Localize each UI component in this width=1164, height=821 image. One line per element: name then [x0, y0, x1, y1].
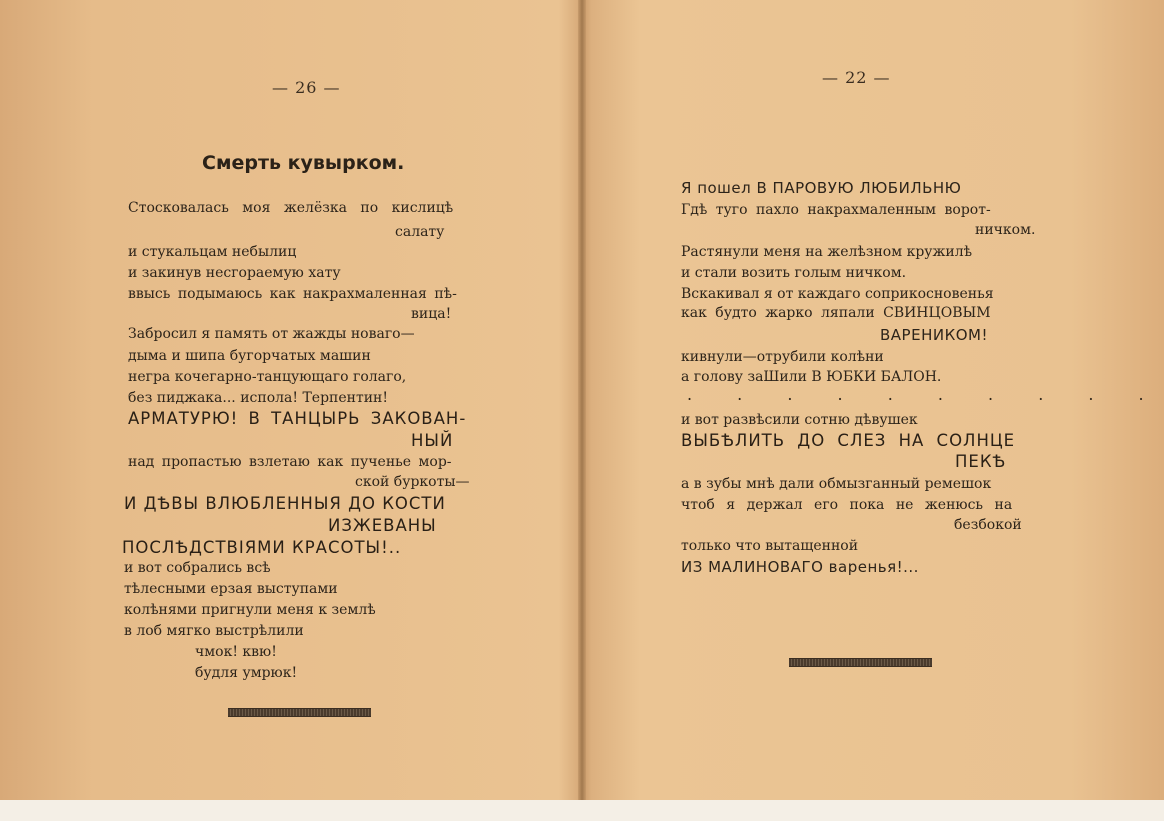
- poem-line: Вскакивал я от каждаго соприкосновенья: [681, 286, 994, 302]
- poem-line: и стукальцам небылиц: [128, 244, 297, 260]
- poem-line: только что вытащенной: [681, 538, 859, 554]
- poem-line: И ДѢВЫ ВЛЮБЛЕННЫЯ ДО КОСТИ: [124, 494, 446, 513]
- poem-line: и закинув несгораемую хату: [128, 265, 341, 281]
- poem-line: негра кочегарно-танцующаго голаго,: [128, 369, 407, 385]
- decorative-rule: [228, 708, 371, 717]
- poem-line: АРМАТУРЮ! В ТАНЦЫРЬ ЗАКОВАН-: [128, 409, 467, 428]
- poem-line: чмок! квю!: [195, 644, 277, 660]
- poem-line: ВЫБѢЛИТЬ ДО СЛЕЗ НА СОЛНЦЕ: [681, 431, 1016, 450]
- poem-line: Я пошел В ПАРОВУЮ ЛЮБИЛЬНЮ: [681, 179, 962, 197]
- left-page: [0, 0, 582, 800]
- poem-line: ПЕКѢ: [955, 452, 1007, 471]
- page-number: — 26 —: [272, 78, 341, 97]
- decorative-rule: [789, 658, 932, 667]
- page-number: — 22 —: [822, 68, 891, 87]
- poem-line: вица!: [411, 306, 452, 322]
- poem-line: ПОСЛѢДСТВІЯМИ КРАСОТЫ!..: [122, 538, 402, 557]
- poem-line: ничком.: [975, 222, 1036, 238]
- poem-line: Растянули меня на желѣзном кружилѣ: [681, 244, 973, 260]
- poem-line: ИЗ МАЛИНОВАГО варенья!...: [681, 558, 919, 576]
- poem-line: а в зубы мнѣ дали обмызганный ремешок: [681, 476, 992, 492]
- poem-line: а голову заШили В ЮБКИ БАЛОН.: [681, 369, 942, 385]
- poem-line: ской буркоты—: [355, 474, 470, 490]
- poem-line: салату: [395, 224, 445, 240]
- poem-line: без пиджака... испола! Терпентин!: [128, 390, 389, 406]
- poem-line: над пропастью взлетаю как пученье мор-: [128, 454, 452, 470]
- poem-line: Стосковалась моя желёзка по кислицѣ: [128, 200, 454, 216]
- poem-title: Смерть кувырком.: [202, 152, 405, 174]
- poem-line: в лоб мягко выстрѣлили: [124, 623, 304, 639]
- poem-line: безбокой: [954, 517, 1022, 533]
- poem-line: НЫЙ: [411, 431, 454, 450]
- poem-line: и вот развѣсили сотню дѣвушек: [681, 412, 918, 428]
- right-page: [582, 0, 1164, 800]
- poem-line: колѣнями пригнули меня к землѣ: [124, 602, 376, 618]
- poem-line: и вот собрались всѣ: [124, 560, 271, 576]
- ellipsis-row: . . . . . . . . . .: [687, 385, 1164, 404]
- poem-line: Гдѣ туго пахло накрахмаленным ворот-: [681, 202, 991, 218]
- poem-line: чтоб я держал его пока не женюсь на: [681, 497, 1013, 513]
- poem-line: ВАРЕНИКОМ!: [880, 326, 988, 344]
- poem-line: ввысь подымаюсь как накрахмаленная пѣ-: [128, 286, 457, 302]
- poem-line: кивнули—отрубили колѣни: [681, 349, 884, 365]
- poem-line: и стали возить голым ничком.: [681, 265, 907, 281]
- scan-bottom-margin: [0, 800, 1164, 821]
- poem-line: Забросил я память от жажды новаго—: [128, 326, 415, 342]
- poem-line: тѣлесными ерзая выступами: [124, 581, 338, 597]
- poem-line: ИЗЖЕВАНЫ: [328, 516, 437, 535]
- poem-line: дыма и шипа бугорчатых машин: [128, 348, 371, 364]
- poem-line: будля умрюк!: [195, 665, 298, 681]
- poem-line: как будто жарко ляпали СВИНЦОВЫМ: [681, 305, 991, 321]
